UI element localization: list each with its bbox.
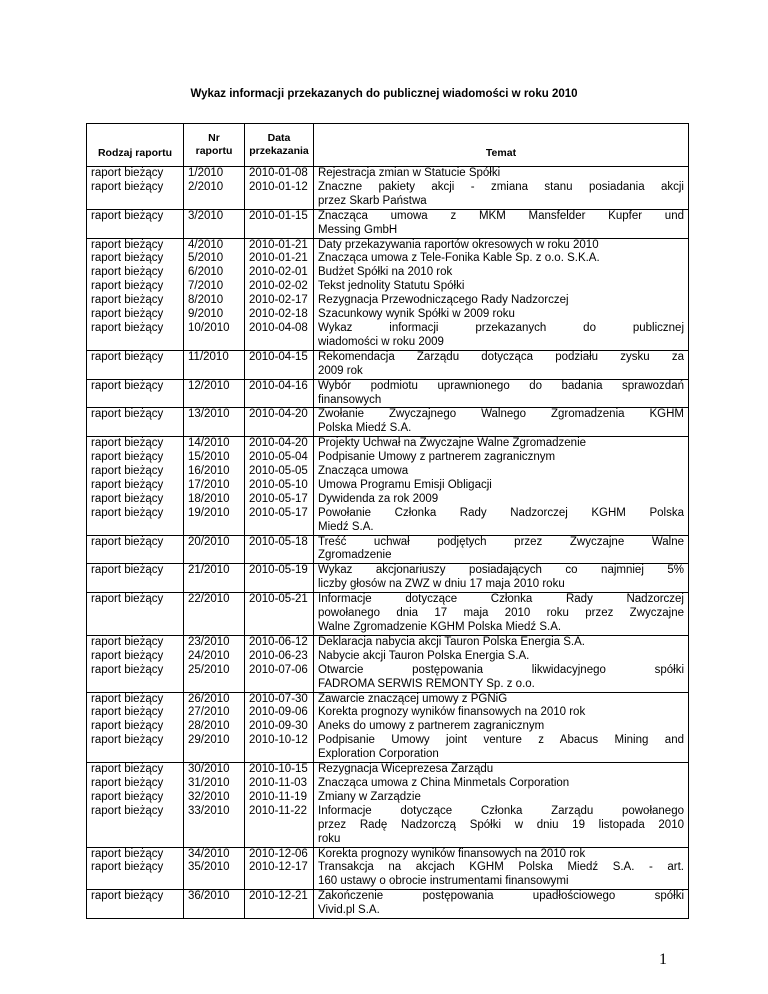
topic-line: Korekta prognozy wyników finansowych na 2010 rok (318, 706, 586, 719)
topic-line: Budżet Spółki na 2010 rok (318, 266, 453, 279)
transfer-date-cell (245, 379, 314, 408)
transfer-date-cell (245, 408, 314, 437)
topic-line: Tekst jednolity Statutu Spółki (318, 280, 465, 293)
spacer (249, 833, 309, 847)
spacer (91, 394, 179, 408)
spacer (188, 833, 240, 847)
transfer-date-text: 2010-05-21 (249, 593, 308, 606)
transfer-date-text: 2010-02-17 (249, 294, 308, 307)
report-number-text: 33/2010 (188, 804, 230, 817)
spacer (249, 621, 309, 635)
header-transfer-date: Data przekazania (245, 124, 314, 167)
transfer-date-text: 2010-11-22 (249, 804, 307, 817)
report-number-text: 2/2010 (188, 180, 224, 193)
report-type-text: raport bieżący (91, 308, 164, 321)
spacer (188, 904, 240, 918)
topic-line: Korekta prognozy wyników finansowych na 2010 rok (318, 847, 586, 860)
transfer-date-text: 2010-01-12 (249, 180, 308, 193)
topic-line: Walne Zgromadzenie KGHM Polska Miedź S.A. (318, 621, 562, 633)
transfer-date-text: 2010-06-23 (249, 649, 308, 662)
spacer (91, 904, 179, 918)
transfer-date-text: 2010-07-06 (249, 663, 308, 676)
report-type-cell (87, 593, 184, 636)
table-row (87, 535, 689, 564)
topic-cell (314, 535, 689, 564)
report-number-text: 18/2010 (188, 492, 230, 505)
table-row (87, 209, 689, 238)
transfer-date-cell (245, 238, 314, 350)
topic-line: Rezygnacja Przewodniczącego Rady Nadzorczej (318, 294, 569, 307)
spacer (91, 819, 179, 833)
topic-line: Podpisanie Umowy z partnerem zagranicznym (318, 451, 556, 464)
report-type-text: raport bieżący (91, 408, 164, 421)
report-number-cell (184, 692, 245, 763)
report-number-text: 27/2010 (188, 706, 230, 719)
topic-line: Dywidenda za rok 2009 (318, 492, 439, 505)
report-type-text: raport bieżący (91, 506, 164, 519)
transfer-date-cell (245, 593, 314, 636)
table-row (87, 635, 689, 692)
report-type-cell (87, 238, 184, 350)
spacer (188, 394, 240, 408)
report-number-text: 35/2010 (188, 861, 230, 874)
table-header-row (87, 124, 689, 167)
spacer (91, 195, 179, 209)
topic-line: Zakończenie postępowania upadłościowego spółki (318, 890, 684, 903)
transfer-date-text: 2010-01-15 (249, 209, 308, 222)
document-title: Wykaz informacji przekazanych do publicznej wiadomości w roku 2010 (190, 88, 578, 100)
topic-line: Zgromadzenie (318, 549, 392, 562)
spacer (188, 336, 240, 350)
report-number-text: 12/2010 (188, 379, 230, 392)
topic-cell (314, 847, 689, 890)
topic-line: Miedź S.A. (318, 520, 374, 533)
report-number-text: 17/2010 (188, 478, 230, 491)
report-number-text: 11/2010 (188, 350, 229, 363)
transfer-date-text: 2010-02-02 (249, 280, 308, 293)
report-type-text: raport bieżący (91, 804, 164, 817)
topic-line: przez Skarb Państwa (318, 194, 427, 207)
spacer (188, 819, 240, 833)
report-number-text: 28/2010 (188, 720, 230, 733)
transfer-date-text: 2010-12-06 (249, 847, 308, 860)
spacer (188, 365, 240, 379)
report-type-text: raport bieżący (91, 535, 164, 548)
spacer (249, 904, 309, 918)
topic-line: Informacje dotyczące Członka Rady Nadzorczej (318, 593, 684, 606)
transfer-date-cell (245, 437, 314, 535)
topic-line: Znacząca umowa z China Minmetals Corporation (318, 776, 570, 789)
report-number-cell (184, 763, 245, 847)
report-number-text: 30/2010 (188, 763, 230, 776)
report-type-text: raport bieżący (91, 861, 164, 874)
spacer (91, 521, 179, 535)
topic-line: Znacząca umowa z MKM Mansfelder Kupfer und (318, 209, 684, 222)
report-number-text: 3/2010 (188, 209, 224, 222)
topic-line: FADROMA SERWIS REMONTY Sp. z o.o. (318, 677, 535, 690)
report-number-cell (184, 408, 245, 437)
transfer-date-cell (245, 209, 314, 238)
topic-line: 2009 rok (318, 364, 363, 377)
spacer (249, 748, 309, 762)
report-type-cell (87, 350, 184, 379)
transfer-date-text: 2010-05-04 (249, 451, 308, 464)
transfer-date-cell (245, 535, 314, 564)
report-type-text: raport bieżący (91, 167, 164, 179)
spacer (188, 607, 240, 621)
report-number-text: 5/2010 (188, 252, 224, 265)
page-number: 1 (659, 951, 667, 968)
spacer (91, 422, 179, 436)
transfer-date-cell (245, 692, 314, 763)
topic-cell (314, 350, 689, 379)
topic-line: roku (318, 832, 341, 845)
topic-line: Powołanie Członka Rady Nadzorczej KGHM Polska (318, 506, 684, 519)
report-number-cell (184, 564, 245, 593)
header-report-number: Nr raportu (184, 124, 245, 167)
report-type-text: raport bieżący (91, 692, 164, 705)
report-number-text: 32/2010 (188, 790, 230, 803)
spacer (188, 748, 240, 762)
transfer-date-text: 2010-02-18 (249, 308, 308, 321)
report-type-cell (87, 379, 184, 408)
report-type-text: raport bieżący (91, 465, 164, 478)
report-type-cell (87, 890, 184, 919)
header-report-type: Rodzaj raportu (87, 124, 184, 167)
report-type-text: raport bieżący (91, 451, 164, 464)
spacer (249, 678, 309, 692)
spacer (249, 422, 309, 436)
topic-cell (314, 167, 689, 210)
report-number-text: 19/2010 (188, 506, 230, 519)
topic-line: Zwołanie Zwyczajnego Walnego Zgromadzenia KGHM (318, 408, 684, 421)
topic-line: Projekty Uchwał na Zwyczajne Walne Zgromadzenie (318, 437, 587, 450)
transfer-date-text: 2010-12-17 (249, 861, 308, 874)
topic-line: Otwarcie postępowania likwidacyjnego spółki (318, 663, 684, 676)
transfer-date-text: 2010-05-10 (249, 478, 308, 491)
transfer-date-text: 2010-09-06 (249, 706, 308, 719)
topic-line: Zawarcie znaczącej umowy z PGNiG (318, 692, 508, 705)
transfer-date-text: 2010-01-08 (249, 167, 308, 179)
report-number-text: 13/2010 (188, 408, 230, 421)
topic-line: Znacząca umowa z Tele-Fonika Kable Sp. z o.o. S.K.A. (318, 252, 600, 265)
report-type-text: raport bieżący (91, 649, 164, 662)
topic-cell (314, 890, 689, 919)
report-number-cell (184, 593, 245, 636)
spacer (91, 578, 179, 592)
table-row (87, 847, 689, 890)
topic-line: przez Radę Nadzorczą Spółki w dniu 19 listopada 2010 (318, 818, 684, 831)
report-type-text: raport bieżący (91, 776, 164, 789)
table-row (87, 379, 689, 408)
report-type-cell (87, 763, 184, 847)
topic-line: Transakcja na akcjach KGHM Polska Miedź S.A. - art. (318, 861, 684, 874)
spacer (249, 394, 309, 408)
transfer-date-text: 2010-12-21 (249, 890, 308, 903)
spacer (188, 224, 240, 238)
report-number-text: 21/2010 (188, 564, 230, 577)
topic-line: liczby głosów na ZWZ w dniu 17 maja 2010 roku (318, 578, 565, 591)
spacer (249, 224, 309, 238)
transfer-date-text: 2010-10-12 (249, 734, 308, 747)
spacer (188, 621, 240, 635)
report-type-cell (87, 847, 184, 890)
topic-line: Rezygnacja Wiceprezesa Zarządu (318, 763, 494, 776)
spacer (188, 521, 240, 535)
report-number-cell (184, 379, 245, 408)
report-type-text: raport bieżący (91, 266, 164, 279)
table-row (87, 167, 689, 210)
topic-cell (314, 209, 689, 238)
table-row (87, 763, 689, 847)
report-number-text: 24/2010 (188, 649, 230, 662)
report-number-text: 9/2010 (188, 308, 224, 321)
spacer (91, 833, 179, 847)
table-row (87, 564, 689, 593)
report-number-text: 7/2010 (188, 280, 224, 293)
topic-line: Exploration Corporation (318, 748, 439, 761)
spacer (249, 336, 309, 350)
report-type-text: raport bieżący (91, 564, 164, 577)
report-type-text: raport bieżący (91, 720, 164, 733)
transfer-date-text: 2010-04-15 (249, 350, 308, 363)
transfer-date-text: 2010-11-03 (249, 776, 307, 789)
table-row (87, 238, 689, 350)
topic-line: Messing GmbH (318, 223, 398, 236)
spacer (249, 578, 309, 592)
report-type-text: raport bieżący (91, 890, 164, 903)
spacer (91, 336, 179, 350)
topic-line: Daty przekazywania raportów okresowych w roku 2010 (318, 238, 599, 251)
report-number-text: 8/2010 (188, 294, 224, 307)
report-number-cell (184, 209, 245, 238)
report-number-cell (184, 635, 245, 692)
report-number-cell (184, 238, 245, 350)
spacer (91, 365, 179, 379)
report-type-text: raport bieżący (91, 280, 164, 293)
report-type-text: raport bieżący (91, 321, 164, 334)
report-number-cell (184, 437, 245, 535)
transfer-date-cell (245, 763, 314, 847)
transfer-date-text: 2010-06-12 (249, 635, 308, 648)
report-number-cell (184, 167, 245, 210)
report-type-text: raport bieżący (91, 790, 164, 803)
report-type-text: raport bieżący (91, 478, 164, 491)
report-number-text: 10/2010 (188, 321, 230, 334)
topic-line: Podpisanie Umowy joint venture z Abacus Mining and (318, 734, 684, 747)
table-row (87, 593, 689, 636)
spacer (91, 224, 179, 238)
transfer-date-text: 2010-02-01 (249, 266, 308, 279)
topic-line: Nabycie akcji Tauron Polska Energia S.A. (318, 649, 530, 662)
transfer-date-text: 2010-10-15 (249, 763, 308, 776)
transfer-date-cell (245, 350, 314, 379)
topic-line: Deklaracja nabycia akcji Tauron Polska Energia S.A. (318, 635, 585, 648)
topic-cell (314, 238, 689, 350)
topic-cell (314, 564, 689, 593)
report-number-text: 29/2010 (188, 734, 230, 747)
transfer-date-cell (245, 847, 314, 890)
spacer (249, 549, 309, 563)
reports-table (86, 123, 689, 919)
report-type-text: raport bieżący (91, 209, 164, 222)
report-type-text: raport bieżący (91, 294, 164, 307)
report-number-cell (184, 847, 245, 890)
topic-line: Wykaz akcjonariuszy posiadających co najmniej 5% (318, 564, 684, 577)
report-type-cell (87, 635, 184, 692)
spacer (249, 607, 309, 621)
report-number-text: 15/2010 (188, 451, 230, 464)
spacer (249, 365, 309, 379)
topic-line: wiadomości w roku 2009 (318, 335, 444, 348)
topic-line: Rejestracja zmian w Statucie Spółki (318, 167, 501, 179)
topic-line: Vivid.pl S.A. (318, 904, 380, 917)
transfer-date-text: 2010-11-19 (249, 790, 307, 803)
report-type-cell (87, 564, 184, 593)
transfer-date-text: 2010-09-30 (249, 720, 308, 733)
transfer-date-cell (245, 167, 314, 210)
report-number-text: 20/2010 (188, 535, 230, 548)
spacer (188, 678, 240, 692)
transfer-date-cell (245, 890, 314, 919)
topic-cell (314, 437, 689, 535)
topic-line: Znaczne pakiety akcji - zmiana stanu posiadania akcji (318, 180, 684, 193)
report-number-text: 31/2010 (188, 776, 230, 789)
table-body (87, 167, 689, 919)
report-number-cell (184, 890, 245, 919)
report-type-cell (87, 692, 184, 763)
transfer-date-text: 2010-05-17 (249, 492, 308, 505)
topic-line: Znacząca umowa (318, 465, 409, 478)
topic-line: Polska Miedź S.A. (318, 422, 412, 435)
spacer (188, 422, 240, 436)
topic-line: Wykaz informacji przekazanych do publicznej (318, 321, 684, 334)
report-type-cell (87, 437, 184, 535)
spacer (249, 819, 309, 833)
report-type-text: raport bieżący (91, 847, 164, 860)
topic-line: powołanego dnia 17 maja 2010 roku przez Zwyczajne (318, 607, 684, 620)
topic-cell (314, 635, 689, 692)
report-type-text: raport bieżący (91, 635, 164, 648)
topic-line: Treść uchwał podjętych przez Zwyczajne Walne (318, 535, 684, 548)
report-type-text: raport bieżący (91, 379, 164, 392)
table-row (87, 692, 689, 763)
report-type-text: raport bieżący (91, 763, 164, 776)
report-number-text: 34/2010 (188, 847, 230, 860)
transfer-date-text: 2010-05-19 (249, 564, 308, 577)
topic-line: Rekomendacja Zarządu dotycząca podziału zysku za (318, 350, 684, 363)
spacer (249, 195, 309, 209)
report-type-text: raport bieżący (91, 350, 164, 363)
report-number-text: 14/2010 (188, 437, 230, 450)
topic-cell (314, 408, 689, 437)
topic-line: finansowych (318, 393, 382, 406)
topic-line: Wybór podmiotu uprawnionego do badania sprawozdań (318, 379, 684, 392)
report-type-text: raport bieżący (91, 437, 164, 450)
table-row (87, 437, 689, 535)
report-type-cell (87, 167, 184, 210)
spacer (91, 621, 179, 635)
transfer-date-text: 2010-05-17 (249, 506, 308, 519)
report-number-text: 6/2010 (188, 266, 224, 279)
transfer-date-text: 2010-07-30 (249, 692, 308, 705)
table-row (87, 408, 689, 437)
transfer-date-text: 2010-04-08 (249, 321, 308, 334)
report-number-text: 22/2010 (188, 593, 230, 606)
report-type-text: raport bieżący (91, 663, 164, 676)
report-number-cell (184, 350, 245, 379)
report-number-text: 1/2010 (188, 167, 224, 179)
topic-line: Zmiany w Zarządzie (318, 790, 421, 803)
transfer-date-text: 2010-04-16 (249, 379, 308, 392)
report-number-text: 26/2010 (188, 692, 230, 705)
report-number-text: 36/2010 (188, 890, 230, 903)
report-type-text: raport bieżący (91, 180, 164, 193)
report-number-text: 25/2010 (188, 663, 230, 676)
header-topic: Temat (314, 124, 689, 167)
report-number-text: 16/2010 (188, 465, 230, 478)
spacer (91, 549, 179, 563)
spacer (188, 195, 240, 209)
spacer (91, 748, 179, 762)
transfer-date-text: 2010-05-05 (249, 465, 308, 478)
topic-line: Aneks do umowy z partnerem zagranicznym (318, 720, 545, 733)
topic-line: Informacje dotyczące Członka Zarządu powołanego (318, 804, 684, 817)
transfer-date-cell (245, 635, 314, 692)
transfer-date-cell (245, 564, 314, 593)
report-number-text: 23/2010 (188, 635, 230, 648)
transfer-date-text: 2010-04-20 (249, 437, 308, 450)
transfer-date-text: 2010-05-18 (249, 535, 308, 548)
table-row (87, 350, 689, 379)
spacer (249, 521, 309, 535)
report-type-text: raport bieżący (91, 252, 164, 265)
topic-cell (314, 763, 689, 847)
topic-line: 160 ustawy o obrocie instrumentami finansowymi (318, 875, 569, 888)
report-type-text: raport bieżący (91, 238, 164, 251)
spacer (91, 875, 179, 889)
report-number-cell (184, 535, 245, 564)
spacer (188, 875, 240, 889)
transfer-date-text: 2010-04-20 (249, 408, 308, 421)
table-row (87, 890, 689, 919)
report-type-text: raport bieżący (91, 492, 164, 505)
spacer (91, 678, 179, 692)
spacer (91, 607, 179, 621)
topic-cell (314, 593, 689, 636)
topic-line: Umowa Programu Emisji Obligacji (318, 478, 492, 491)
topic-cell (314, 692, 689, 763)
topic-cell (314, 379, 689, 408)
report-number-text: 4/2010 (188, 238, 224, 251)
spacer (249, 875, 309, 889)
report-type-text: raport bieżący (91, 706, 164, 719)
report-type-text: raport bieżący (91, 734, 164, 747)
transfer-date-text: 2010-01-21 (249, 252, 308, 265)
spacer (188, 578, 240, 592)
report-type-cell (87, 209, 184, 238)
transfer-date-text: 2010-01-21 (249, 238, 308, 251)
report-type-cell (87, 408, 184, 437)
spacer (188, 549, 240, 563)
report-type-text: raport bieżący (91, 593, 164, 606)
report-type-cell (87, 535, 184, 564)
topic-line: Szacunkowy wynik Spółki w 2009 roku (318, 308, 515, 321)
